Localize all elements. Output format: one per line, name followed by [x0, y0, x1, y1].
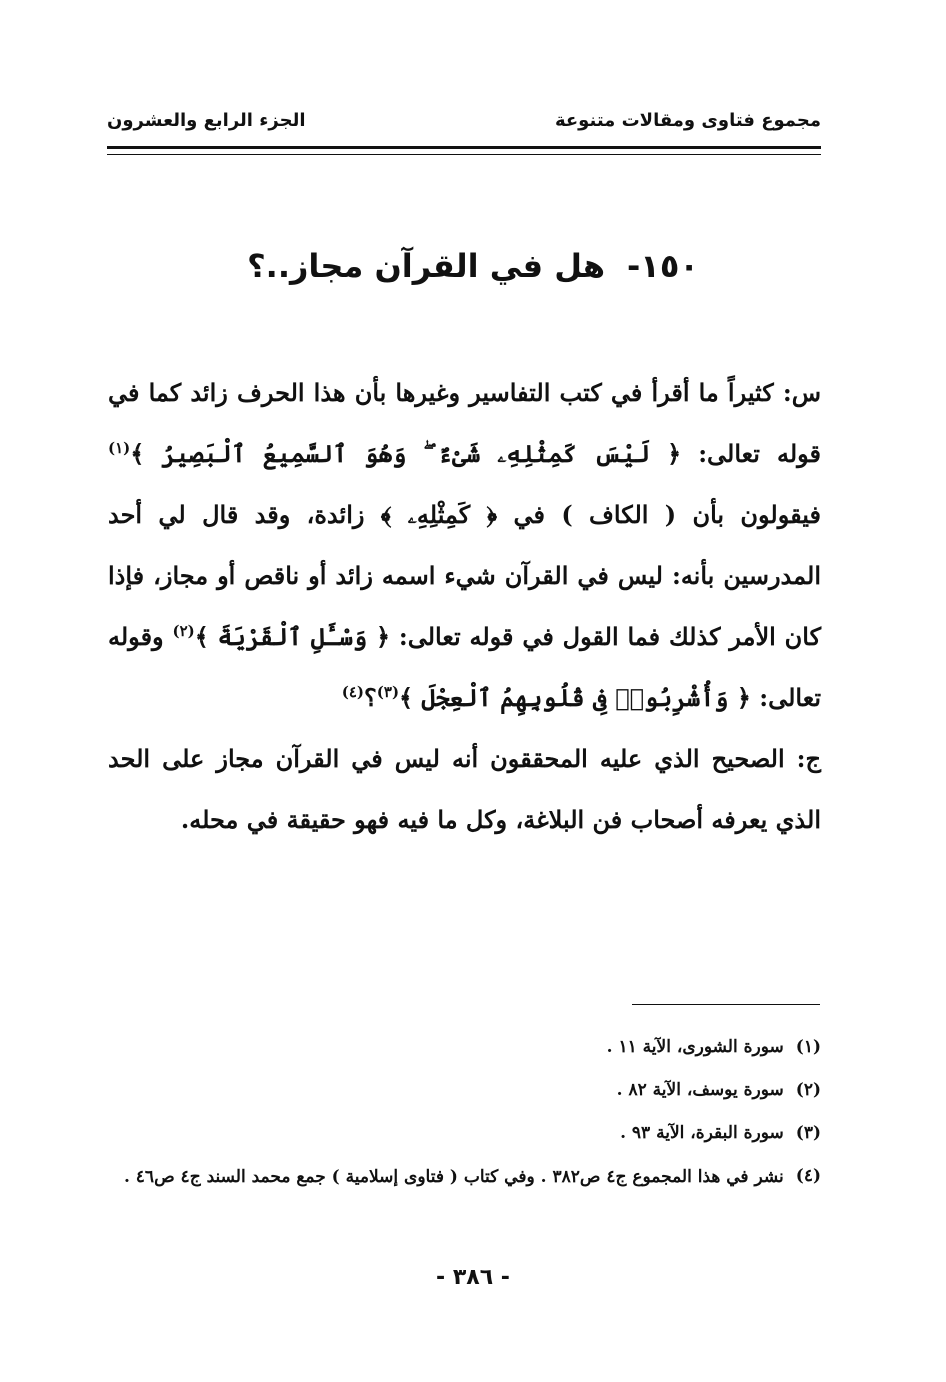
- footnote-separator: [632, 1004, 820, 1005]
- question-mark: ؟: [364, 683, 377, 712]
- footnote-item: [108, 1155, 821, 1199]
- footnote-number: (١): [795, 1037, 821, 1057]
- page-number: - ٣٨٦ -: [436, 1265, 510, 1290]
- fatwa-title: [125, 242, 821, 290]
- answer-paragraph: [108, 728, 821, 850]
- footnote-number: (٢): [795, 1080, 821, 1100]
- quran-verse-baqarah: ﴿ وَأُشْرِبُوا۟ فِى قُلُوبِهِمُ ٱلْعِجْلَ ﴾: [399, 683, 751, 712]
- footnote-item: [108, 1112, 821, 1155]
- footnote-item: [108, 1026, 821, 1069]
- footnote-text: نشر في هذا المجموع ج٤ ص٣٨٢ . وفي كتاب ( فتاوى إسلامية ) جمع محمد السند ج٤ ص٤٦ .: [123, 1167, 784, 1187]
- answer-text: الصحيح الذي عليه المحققون أنه ليس في القرآن مجاز على الحد الذي يعرفه أصحاب فن البلاغة، وكل ما فيه فهو حقيقة في محله.: [108, 744, 821, 834]
- question-paragraph: [108, 362, 821, 728]
- running-header: [107, 108, 821, 148]
- volume-title: الجزء الرابع والعشرون: [107, 110, 306, 131]
- question-text-part-two: فيقولون بأن ( الكاف ) في: [513, 500, 821, 529]
- footnote-text: سورة يوسف، الآية ٨٢ .: [616, 1080, 784, 1100]
- fatwa-heading: هل في القرآن مجاز..؟: [247, 247, 605, 285]
- fatwa-body: [108, 362, 821, 850]
- header-divider-thin: [107, 154, 821, 155]
- question-text-part-four: وقوله تعالى:: [108, 622, 821, 712]
- header-divider-thick: [107, 146, 821, 149]
- answer-label: ج:: [796, 744, 821, 773]
- quran-verse-yusuf: ﴿ وَسْـَٔلِ ٱلْقَرْيَةَ ﴾: [194, 622, 391, 651]
- page-title: [247, 242, 699, 290]
- footnotes: [108, 1026, 821, 1199]
- quran-word-kamithlihi: ﴿ كَمِثْلِهِۦ ﴾: [380, 500, 498, 529]
- quran-verse-shura: ﴿ لَيْسَ كَمِثْلِهِۦ شَىْءٌ ۖ وَهُوَ ٱلسَّمِيعُ ٱلْبَصِيرُ ﴾: [130, 439, 682, 468]
- question-text-part-three: زائدة، وقد قال لي أحد المدرسين بأنه: ليس في القرآن شيء اسمه زائد أو ناقص أو مجاز، فإذا كان الأمر كذلك فما القول في قوله تعالى:: [108, 500, 821, 651]
- footnote-number: (٣): [795, 1123, 821, 1143]
- fatwa-number: ١٥٠-: [627, 247, 699, 285]
- footnote-reference-4: (٤): [341, 683, 365, 701]
- question-text-part-one: كثيراً ما أقرأ في كتب التفاسير وغيرها بأن هذا الحرف زائد كما في قوله تعالى:: [108, 378, 822, 468]
- question-label: س:: [782, 378, 822, 407]
- footnote-reference-3: (٣): [376, 683, 400, 701]
- footnote-reference-1: (١): [108, 439, 131, 457]
- footnote-item: [108, 1069, 821, 1112]
- footnote-reference-2: (٢): [172, 622, 195, 640]
- footnote-number: (٤): [795, 1166, 821, 1186]
- footnote-text: سورة الشورى، الآية ١١ .: [606, 1037, 784, 1057]
- footnote-text: سورة البقرة، الآية ٩٣ .: [620, 1123, 784, 1143]
- collection-title: مجموع فتاوى ومقالات متنوعة: [554, 110, 821, 131]
